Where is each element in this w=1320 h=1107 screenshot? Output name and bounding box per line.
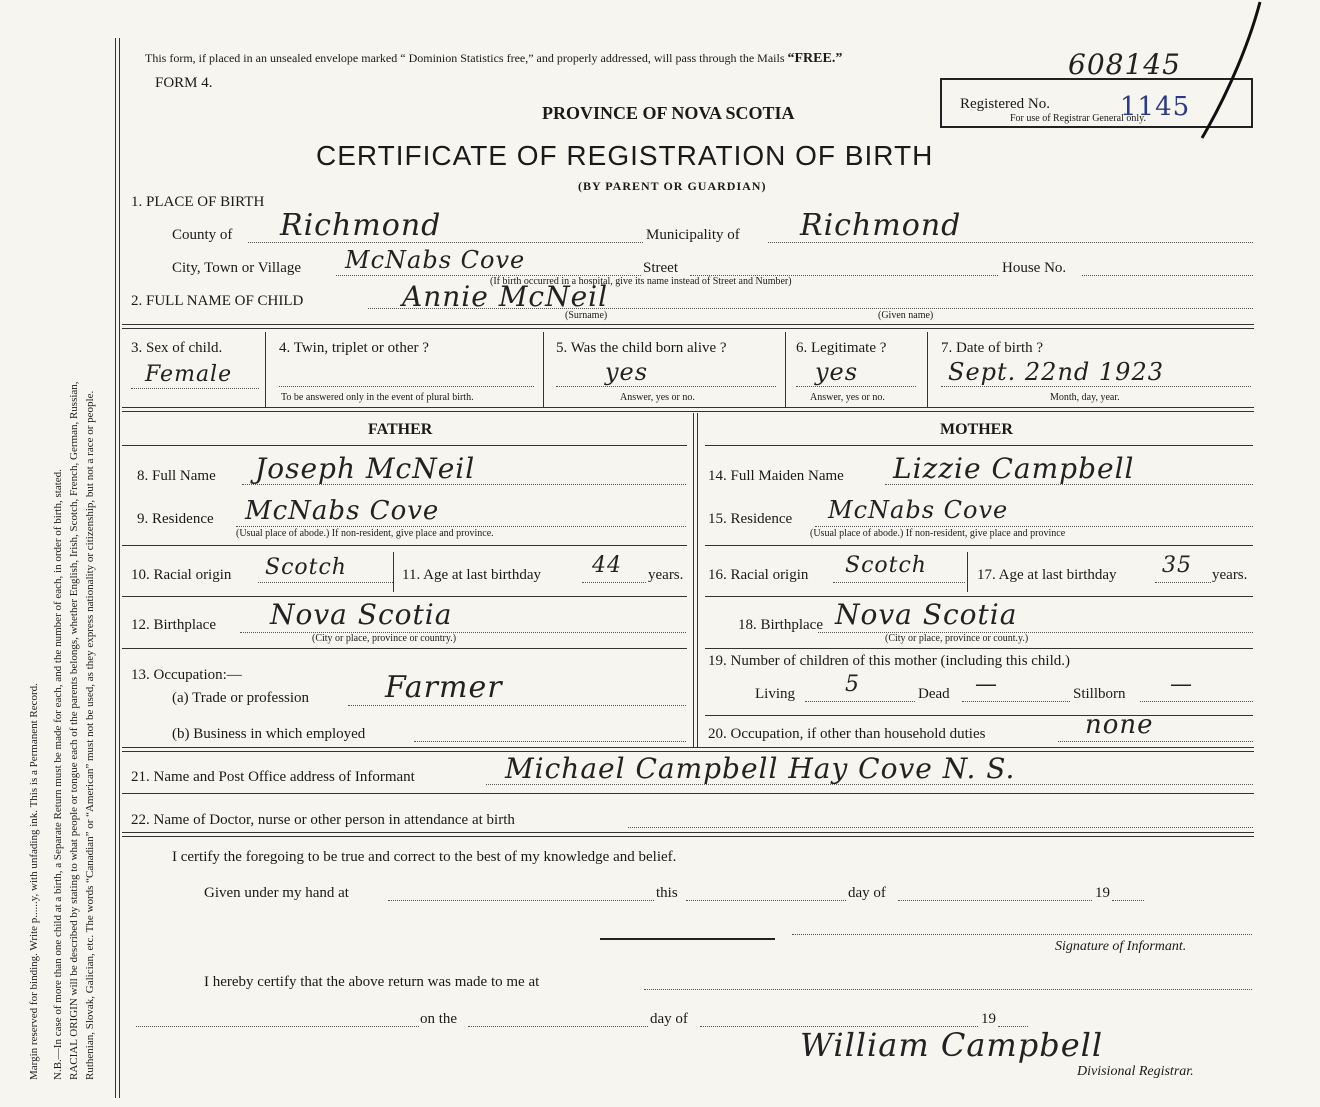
child-name-value: Annie McNeil [402, 280, 609, 313]
born-alive-note: Answer, yes or no. [620, 392, 695, 403]
municipality-value: Richmond [800, 208, 962, 243]
trade-value: Farmer [385, 670, 503, 705]
certificate-subtitle: (BY PARENT OR GUARDIAN) [578, 179, 767, 193]
father-age-value: 44 [592, 553, 622, 578]
mother-racial-value: Scotch [845, 553, 927, 578]
dob-value: Sept. 22nd 1923 [948, 358, 1164, 386]
hospital-note: (If birth occurred in a hospital, give its name instead of Street and Number) [490, 276, 792, 287]
mother-heading: MOTHER [940, 421, 1013, 438]
house-number-label: House No. [1002, 260, 1067, 276]
twin-note: To be answered only in the event of plural birth. [281, 392, 474, 403]
mother-racial-label: 16. Racial origin [708, 567, 809, 583]
father-name-value: Joseph McNeil [255, 452, 476, 485]
dob-note: Month, day, year. [1050, 392, 1120, 403]
father-age-label: 11. Age at last birthday [402, 567, 541, 583]
mother-residence-label: 15. Residence [708, 511, 793, 527]
this-label: this [656, 885, 678, 901]
certify-statement: I certify the foregoing to be true and correct to the best of my knowledge and belief. [172, 849, 677, 865]
street-label: Street [643, 260, 678, 276]
mother-birthplace-note: (City or place, province or count.y.) [885, 633, 1029, 644]
mother-residence-value: McNabs Cove [828, 496, 1009, 524]
margin-rule-2 [119, 38, 120, 1098]
city-label: City, Town or Village [172, 260, 302, 276]
registered-label: Registered No. [960, 96, 1050, 112]
father-birthplace-label: 12. Birthplace [131, 617, 216, 633]
form-number: FORM 4. [155, 75, 213, 91]
margin-nb-note: N.B.—In case of more than one child at a birth, a Separate Return must be made for each, and the number of each, in order of birth, stated. [52, 469, 64, 1080]
occupation-label: 13. Occupation:— [131, 667, 242, 683]
day-of-label-2: day of [650, 1011, 688, 1027]
registered-note: For use of Registrar General only. [1010, 113, 1146, 124]
postal-note: This form, if placed in an unsealed envelope marked “ Dominion Statistics free,” and properly addressed, will pass through the Mails [145, 51, 785, 65]
father-racial-label: 10. Racial origin [131, 567, 232, 583]
registrar-signature: William Campbell [800, 1026, 1104, 1064]
child-name-label: 2. FULL NAME OF CHILD [131, 293, 304, 309]
margin-rule [115, 38, 116, 1098]
business-label: (b) Business in which employed [172, 726, 366, 742]
mother-birthplace-label: 18. Birthplace [738, 617, 823, 633]
doctor-label: 22. Name of Doctor, nurse or other person in attendance at birth [131, 812, 515, 828]
living-label: Living [755, 686, 795, 702]
handwritten-number: 608145 [1068, 48, 1181, 81]
trade-label: (a) Trade or profession [172, 690, 310, 706]
certificate-title: CERTIFICATE OF REGISTRATION OF BIRTH [316, 140, 934, 171]
father-heading: FATHER [368, 421, 433, 438]
city-value: McNabs Cove [345, 246, 526, 274]
children-label: 19. Number of children of this mother (including this child.) [708, 653, 1071, 669]
born-alive-label: 5. Was the child born alive ? [556, 340, 727, 356]
on-the-label: on the [420, 1011, 458, 1027]
sex-label: 3. Sex of child. [131, 340, 223, 356]
father-residence-value: McNabs Cove [245, 496, 440, 526]
living-value: 5 [845, 672, 860, 697]
informant-signature-label: Signature of Informant. [1055, 939, 1187, 954]
margin-binding-note: Margin reserved for binding. Write p......y, with unfading ink. This is a Permanent Record. [28, 683, 40, 1080]
pen-stroke-mark [1190, 0, 1270, 145]
surname-note: (Surname) [565, 310, 608, 321]
mother-residence-note: (Usual place of abode.) If non-resident, give place and province [810, 528, 1066, 539]
mother-age-label: 17. Age at last birthday [977, 567, 1117, 583]
mother-birthplace-value: Nova Scotia [835, 598, 1018, 631]
mother-age-unit: years. [1212, 567, 1248, 583]
registered-value: 1145 [1120, 92, 1191, 122]
father-residence-note: (Usual place of abode.) If non-resident, give place and province. [236, 528, 494, 539]
province-heading: PROVINCE OF NOVA SCOTIA [542, 103, 795, 123]
year-label-2: 19 [981, 1011, 996, 1027]
given-at-label: Given under my hand at [204, 885, 349, 901]
municipality-label: Municipality of [646, 227, 740, 243]
mother-occupation-label: 20. Occupation, if other than household duties [708, 726, 986, 742]
hereby-certify-label: I hereby certify that the above return was made to me at [204, 974, 540, 990]
father-name-label: 8. Full Name [137, 468, 216, 484]
free-label: “FREE.” [787, 51, 843, 66]
informant-value: Michael Campbell Hay Cove N. S. [505, 752, 1016, 785]
registrar-label: Divisional Registrar. [1077, 1064, 1194, 1079]
sex-value: Female [145, 362, 233, 387]
father-birthplace-note: (City or place, province or country.) [312, 633, 457, 644]
mother-name-value: Lizzie Campbell [893, 452, 1135, 485]
given-name-note: (Given name) [878, 310, 934, 321]
binding-margin [8, 20, 108, 1100]
stillborn-value: — [1170, 672, 1193, 697]
informant-label: 21. Name and Post Office address of Informant [131, 769, 415, 785]
dead-label: Dead [918, 686, 950, 702]
margin-racial-note-2: Ruthenian, Slovak, Galician, etc. The words “Canadian” or “American” must not be used, as they express nationality or citizenship, but not a race or people. [84, 390, 96, 1080]
mother-occupation-value: none [1085, 710, 1154, 740]
father-birthplace-value: Nova Scotia [270, 598, 453, 631]
father-age-unit: years. [648, 567, 684, 583]
county-value: Richmond [280, 208, 442, 243]
day-of-label: day of [848, 885, 886, 901]
legitimate-note: Answer, yes or no. [810, 392, 885, 403]
born-alive-value: yes [605, 358, 649, 386]
legitimate-label: 6. Legitimate ? [796, 340, 887, 356]
twin-label: 4. Twin, triplet or other ? [279, 340, 429, 356]
county-label: County of [172, 227, 233, 243]
father-racial-value: Scotch [265, 555, 347, 580]
stillborn-label: Stillborn [1073, 686, 1126, 702]
mother-name-label: 14. Full Maiden Name [708, 468, 844, 484]
legitimate-value: yes [815, 358, 859, 386]
mother-age-value: 35 [1162, 553, 1192, 578]
margin-racial-note: RACIAL ORIGIN will be described by stating to what people or tongue each of the parents belongs, whether English, Irish, Scotch, French, German, Russian, [68, 381, 80, 1080]
dead-value: — [975, 672, 998, 697]
dob-label: 7. Date of birth ? [941, 340, 1044, 356]
year-label: 19 [1095, 885, 1110, 901]
place-of-birth-label: 1. PLACE OF BIRTH [131, 194, 265, 210]
father-residence-label: 9. Residence [137, 511, 214, 527]
